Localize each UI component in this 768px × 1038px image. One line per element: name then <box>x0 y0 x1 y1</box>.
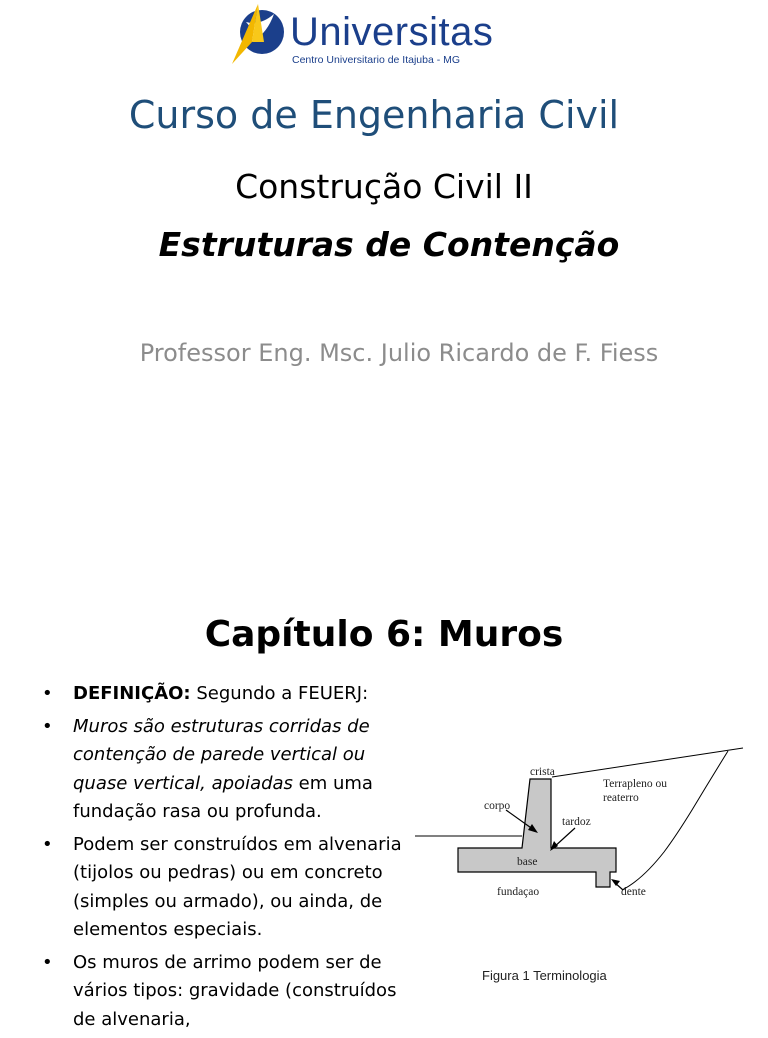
subject-title: Construção Civil II <box>235 167 533 206</box>
bullet-definition <box>42 680 412 709</box>
muros-definition-italic: Muros são estruturas corridas de contenção de parede vertical ou quase vertical, apoiadas <box>73 715 370 794</box>
chapter-slide <box>0 590 768 1030</box>
chapter-title: Capítulo 6: Muros <box>204 614 564 655</box>
universitas-emblem-icon <box>230 2 290 68</box>
label-tardoz: tardoz <box>562 816 591 828</box>
figure-caption: Figura 1 Terminologia <box>482 968 607 983</box>
bullet-list <box>42 680 412 1038</box>
bullet-types <box>42 949 412 1035</box>
bullet-dot-icon: • <box>42 683 53 704</box>
label-base: base <box>517 856 538 868</box>
wall-shape <box>458 779 616 887</box>
label-fundacao: fundaçao <box>497 886 540 898</box>
definition-label: DEFINIÇÃO: <box>73 683 191 704</box>
retaining-wall-diagram <box>410 740 750 970</box>
label-corpo: corpo <box>484 800 511 812</box>
materials-text: Podem ser construídos em alvenaria (tijolos ou pedras) ou em concreto (simples ou armado), ou ainda, de elementos especiais. <box>73 833 402 940</box>
bullet-dot-icon: • <box>42 715 53 737</box>
bullet-dot-icon: • <box>42 951 53 973</box>
bullet-materials <box>42 831 412 945</box>
logo-subtitle: Centro Universitario de Itajuba - MG <box>292 54 461 66</box>
muros-definition-rest: em uma fundação rasa ou profunda. <box>73 772 373 822</box>
label-terrapleno: Terrapleno ou <box>603 778 668 790</box>
label-reaterro: reaterro <box>603 792 639 804</box>
bullet-muros-definition <box>42 713 412 827</box>
label-dente: dente <box>621 886 646 898</box>
types-text: Os muros de arrimo podem ser de vários tipos: gravidade (construídos de alvenaria, <box>73 951 397 1030</box>
label-crista: crista <box>530 766 555 778</box>
retaining-wall-figure <box>410 740 750 1000</box>
logo-wordmark: Universitas <box>290 10 494 54</box>
professor-name: Professor Eng. Msc. Julio Ricardo de F. Fiess <box>139 339 659 367</box>
definition-source: Segundo a FEUERJ: <box>190 683 369 704</box>
topic-title: Estruturas de Contenção <box>158 225 620 264</box>
universitas-logo <box>230 2 494 68</box>
course-title: Curso de Engenharia Civil <box>128 93 620 137</box>
bullet-dot-icon: • <box>42 833 53 855</box>
